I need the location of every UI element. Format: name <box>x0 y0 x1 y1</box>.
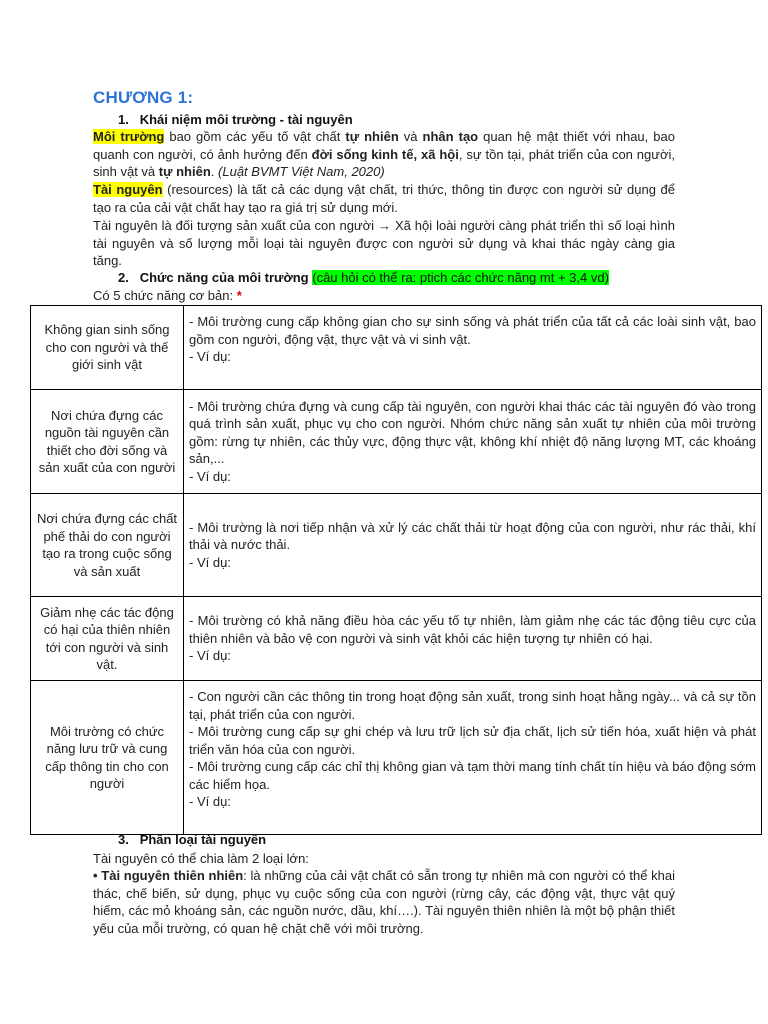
function-description <box>184 681 762 835</box>
env-bold-1: tự nhiên <box>345 129 399 144</box>
function-description <box>184 597 762 681</box>
env-text-5: . <box>210 164 219 180</box>
example-line: - Ví dụ: <box>189 794 231 809</box>
environment-definition <box>93 128 675 181</box>
section-2-note: (câu hỏi có thể ra: ptich các chức năng mt + 3,4 vd) <box>312 270 609 285</box>
description-line: - Môi trường cung cấp các chỉ thị không gian và tạm thời mang tính chất tín hiệu và báo động sớm các hiểm họa. <box>189 759 756 792</box>
functions-table <box>30 305 762 835</box>
natural-resources-paragraph <box>93 867 675 937</box>
table-row <box>31 681 762 835</box>
env-bold-2: nhân tạo <box>422 129 479 144</box>
function-description <box>184 390 762 494</box>
section-1-heading <box>118 112 353 127</box>
description-line: - Môi trường cung cấp không gian cho sự sinh sống và phát triển của tất cả các loài sinh vật, bao gồm con người, động vật, thực vật và vi sinh vật. <box>189 314 756 347</box>
env-text-2: và <box>398 129 423 144</box>
resource-def-text: (resources) là tất cả các dụng vật chất, tri thức, thông tin được con người sử dụng để tạo ra của cải vật chất hay tạo ra giá trị sử dụng mới. <box>93 182 675 215</box>
section-1-title: Khái niệm môi trường - tài nguyên <box>139 112 353 127</box>
description-line: - Môi trường có khả năng điều hòa các yếu tố tự nhiên, làm giảm nhẹ các tác động tiêu cực của thiên nhiên và bảo vệ con người và sinh vật khỏi các hiện tượng tự nhiên có hại. <box>189 613 756 646</box>
function-description <box>184 306 762 390</box>
table-row <box>31 597 762 681</box>
description-line: - Môi trường cung cấp sự ghi chép và lưu trữ lịch sử địa chất, lịch sử tiến hóa, xuất hiện và phát triển văn hóa của con người. <box>189 724 756 757</box>
env-text-3: quan hệ mật thiết với nhau, bao quanh con người, có ảnh hưởng đến <box>93 129 675 162</box>
function-name: Nơi chứa đựng các nguồn tài nguyên cần thiết cho đời sống và sản xuất của con người <box>31 390 184 494</box>
required-star: * <box>236 288 242 303</box>
section-2-title: Chức năng của môi trường <box>139 270 309 285</box>
resource-paragraph: Tài nguyên là đối tượng sản xuất của con người → Xã hội loài người càng phát triển thì số loại hình tài nguyên và số lượng mỗi loại tài nguyên được con người sử dụng và khai thác ngày càng gia tăng. <box>93 218 675 269</box>
example-line: - Ví dụ: <box>189 648 231 664</box>
section-2-heading <box>118 270 609 285</box>
table-row <box>31 494 762 597</box>
natural-resources-term: • Tài nguyên thiên nhiên <box>93 868 244 883</box>
natural-resources-text: : là những của cải vật chất có sẵn trong tự nhiên mà con người có thể khai thác, chế biến, sử dụng, phục vụ cuộc sống của con người (rừng cây, các động vật, thực vật quý hiếm, các mỏ khoáng sản, các nguồn nước, dầu, khí….). Tài nguyên thiên nhiên là một bộ phận thiết yếu của mỗi trường, có quan hệ chặt chẽ với môi trường. <box>93 868 675 936</box>
section-2-intro <box>93 287 675 305</box>
function-name: Không gian sinh sống cho con người và thế giới sinh vật <box>31 306 184 390</box>
env-text-1: bao gồm các yếu tố vật chất <box>164 129 346 144</box>
env-text-4: , sự tồn tại, phát triển của con người, sinh vật và <box>93 146 675 180</box>
function-name: Môi trường có chức năng lưu trữ và cung cấp thông tin cho con người <box>31 681 184 835</box>
example-line: - Ví dụ: <box>189 468 231 484</box>
resource-definition <box>93 181 675 216</box>
environment-term: Môi trường <box>93 129 165 144</box>
table-row <box>31 306 762 390</box>
description-line: - Con người cần các thông tin trong hoạt động sản xuất, trong sinh hoạt hằng ngày... và cả sự tồn tại, phát triển của con người. <box>189 689 756 722</box>
function-description <box>184 494 762 597</box>
env-bold-4: tự nhiên <box>158 164 211 180</box>
intro-text: Có 5 chức năng cơ bản: <box>93 288 237 303</box>
example-line: - Ví dụ: <box>189 554 231 570</box>
section-3-heading <box>118 832 266 847</box>
description-line: - Môi trường là nơi tiếp nhận và xử lý các chất thải từ hoạt động của con người, như rác thải, khí thải và nước thải. <box>189 519 756 553</box>
env-citation: (Luật BVMT Việt Nam, 2020) <box>218 164 385 180</box>
resource-term: Tài nguyên <box>93 182 163 197</box>
section-2-number: 2. <box>118 270 129 285</box>
chapter-title: CHƯƠNG 1: <box>93 88 194 107</box>
section-1-number: 1. <box>118 112 129 127</box>
section-3-number: 3. <box>118 832 129 847</box>
env-bold-3: đời sống kinh tế, xã hội <box>311 146 459 162</box>
function-name: Nơi chứa đựng các chất phế thải do con người tạo ra trong cuộc sống và sản xuất <box>31 494 184 597</box>
section-3-title: Phân loại tài nguyên <box>139 832 267 847</box>
section-3-intro: Tài nguyên có thể chia làm 2 loại lớn: <box>93 851 309 866</box>
description-line: - Môi trường chứa đựng và cung cấp tài nguyên, con người khai thác các tài nguyên đó vào trong quá trình sản xuất, phục vụ cho con người. Nhóm chức năng sản xuất tự nhiên của môi trường gồm: rừng tự nhiên, các thủy vực, động thực vật, không khí nhiệt độ năng lượng MT, các khoáng sản,... <box>189 398 756 467</box>
table-row <box>31 390 762 494</box>
function-name: Giảm nhẹ các tác động có hại của thiên nhiên tới con người và sinh vật. <box>31 597 184 681</box>
example-line: - Ví dụ: <box>189 349 231 364</box>
